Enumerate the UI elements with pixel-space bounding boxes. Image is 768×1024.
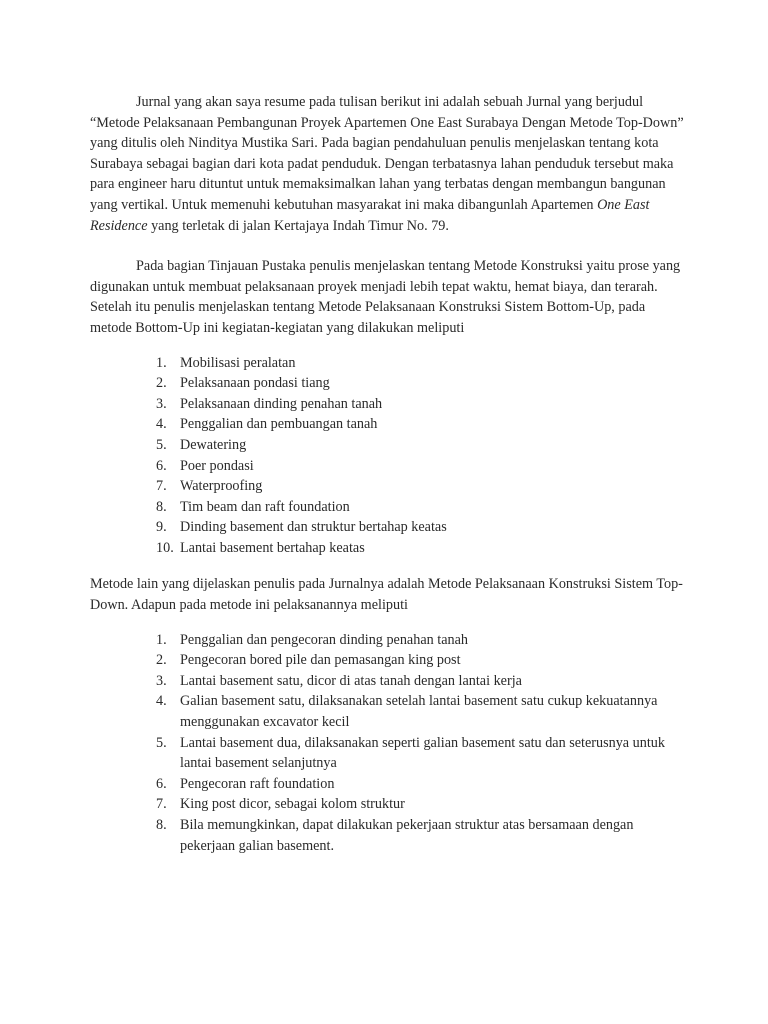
- list-item: [90, 353, 690, 374]
- list-item: [90, 456, 690, 477]
- intro-text: Jurnal yang akan saya resume pada tulisan berikut ini adalah sebuah Jurnal yang berjudul “Metode Pelaksanaan Pembangunan Proyek Apartemen One East Surabaya Dengan Metode Top-Down” yang ditulis oleh Ninditya Mustika Sari. Pada bagian pendahuluan penulis menjelaskan tentang kota Surabaya sebagai bagian dari kota padat penduduk. Dengan terbatasnya lahan penduduk tersebut maka para engineer haru dituntut untuk memaksimalkan lahan yang terbatas dengan membangun bangunan yang vertikal. Untuk memenuhi kebutuhan masyarakat ini maka dibangunlah Apartemen: [90, 94, 684, 213]
- document-page: [90, 92, 690, 856]
- list-text: Penggalian dan pembuangan tanah: [180, 416, 378, 433]
- list-item: [90, 733, 690, 774]
- list-number: 5.: [156, 436, 167, 453]
- list-number: 6.: [156, 457, 167, 474]
- bottom-up-list: [90, 353, 690, 559]
- list-number: 3.: [156, 672, 167, 689]
- list-text: King post dicor, sebagai kolom struktur: [180, 796, 405, 813]
- list-text: Pelaksanaan pondasi tiang: [180, 375, 330, 392]
- intro-paragraph: [90, 92, 690, 236]
- list-text: Pengecoran bored pile dan pemasangan king post: [180, 652, 461, 669]
- intro-text-end: yang terletak di jalan Kertajaya Indah Timur No. 79.: [147, 217, 449, 234]
- list-text: Bila memungkinkan, dapat dilakukan pekerjaan struktur atas bersamaan dengan pekerjaan galian basement.: [180, 817, 634, 854]
- list-text: Lantai basement satu, dicor di atas tanah dengan lantai kerja: [180, 672, 522, 689]
- list-number: 7.: [156, 796, 167, 813]
- list-number: 6.: [156, 775, 167, 792]
- list-text: Tim beam dan raft foundation: [180, 498, 350, 515]
- list-item: [90, 630, 690, 651]
- list-text: Pengecoran raft foundation: [180, 775, 335, 792]
- list-item: [90, 497, 690, 518]
- top-down-paragraph: Metode lain yang dijelaskan penulis pada Jurnalnya adalah Metode Pelaksanaan Konstruksi Sistem Top-Down. Adapun pada metode ini pelaksanannya meliputi: [90, 576, 683, 614]
- list-item: [90, 815, 690, 856]
- list-text: Lantai basement bertahap keatas: [180, 539, 365, 556]
- list-text: Dinding basement dan struktur bertahap keatas: [180, 519, 447, 536]
- list-number: 8.: [156, 817, 167, 833]
- list-number: 4.: [156, 416, 167, 433]
- list-item: [90, 650, 690, 671]
- list-item: [90, 373, 690, 394]
- list-text: Penggalian dan pengecoran dinding penahan tanah: [180, 631, 468, 648]
- list-text: Poer pondasi: [180, 457, 254, 474]
- list-number: 3.: [156, 395, 167, 412]
- list-number: 4.: [156, 693, 167, 710]
- list-number: 1.: [156, 354, 167, 371]
- list-item: [90, 691, 690, 732]
- list-item: [90, 538, 690, 559]
- list-number: 10.: [156, 539, 174, 556]
- list-item: [90, 435, 690, 456]
- list-number: 2.: [156, 375, 167, 392]
- list-text: Dewatering: [180, 436, 247, 453]
- list-item: [90, 394, 690, 415]
- list-number: 5.: [156, 734, 167, 751]
- list-text: Waterproofing: [180, 478, 263, 495]
- list-item: [90, 414, 690, 435]
- list-text: Pelaksanaan dinding penahan tanah: [180, 395, 383, 412]
- list-item: [90, 476, 690, 497]
- list-text: Galian basement satu, dilaksanakan setelah lantai basement satu cukup kekuatannya menggunakan excavator kecil: [180, 693, 658, 731]
- bottom-up-paragraph: Pada bagian Tinjauan Pustaka penulis menjelaskan tentang Metode Konstruksi yaitu prose yang digunakan untuk membuat pelaksanaan proyek menjadi lebih tepat waktu, hemat biaya, dan terarah. Setelah itu penulis menjelaskan tentang Metode Pelaksanaan Konstruksi Sistem Bottom-Up, pada metode Bottom-Up ini kegiatan-kegiatan yang dilakukan meliputi: [90, 258, 681, 336]
- list-number: 9.: [156, 519, 167, 536]
- list-item: [90, 794, 690, 815]
- list-text: Lantai basement dua, dilaksanakan seperti galian basement satu dan seterusnya untuk lantai basement selanjutnya: [180, 734, 665, 772]
- list-number: 2.: [156, 652, 167, 669]
- list-item: [90, 774, 690, 795]
- list-number: 7.: [156, 478, 167, 495]
- list-text: Mobilisasi peralatan: [180, 354, 296, 371]
- list-number: 1.: [156, 631, 167, 648]
- intro-italic-name: One East Residence: [90, 196, 650, 234]
- list-item: [90, 671, 690, 692]
- list-number: 8.: [156, 498, 167, 515]
- list-item: [90, 517, 690, 538]
- top-down-list: [90, 630, 690, 857]
